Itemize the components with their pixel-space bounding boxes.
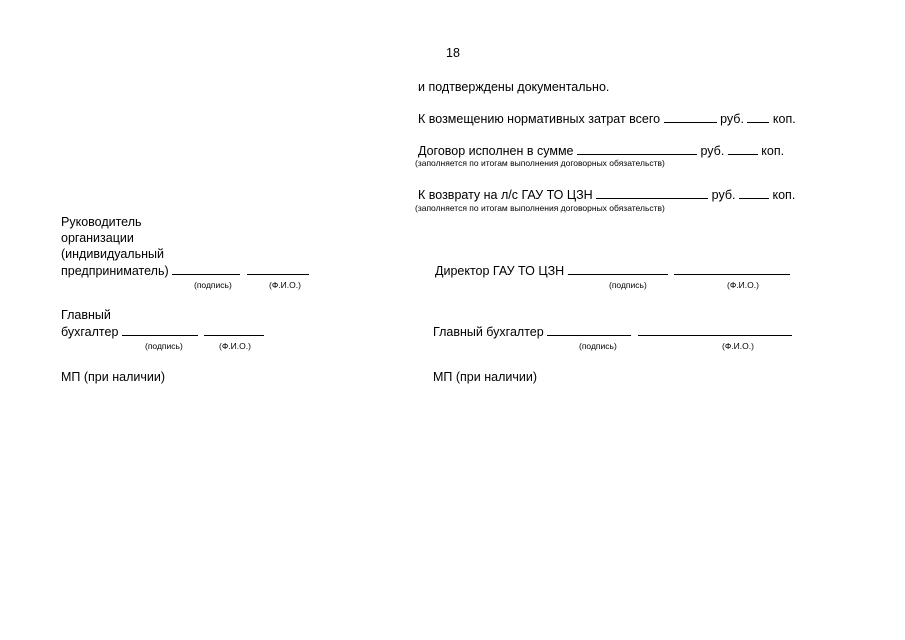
contract-fulfilled-label: Договор исполнен в сумме (418, 144, 574, 158)
director-name-field[interactable] (674, 263, 790, 275)
head-sign-hint: (подпись) (194, 280, 232, 290)
reimbursement-kop: коп. (772, 112, 796, 126)
left-accountant-name-hint: (Ф.И.О.) (219, 341, 251, 351)
head-signature-field[interactable] (172, 263, 240, 275)
left-accountant-label-line-1: Главный (61, 308, 111, 322)
reimbursement-rub-field[interactable] (664, 111, 717, 123)
right-accountant-signature-field[interactable] (547, 324, 631, 336)
contract-fulfilled-rub-field[interactable] (577, 143, 697, 155)
right-accountant-name-hint: (Ф.И.О.) (722, 341, 754, 351)
page-number: 18 (446, 46, 460, 60)
left-stamp: МП (при наличии) (61, 370, 165, 384)
refund-kop: коп. (772, 188, 796, 202)
head-label-line-2: организации (61, 231, 134, 245)
head-label-line-4: предприниматель) (61, 264, 169, 278)
left-accountant-signature-field[interactable] (122, 324, 198, 336)
contract-fulfilled-note: (заполняется по итогам выполнения договорных обязательств) (415, 158, 665, 168)
refund-label: К возврату на л/с ГАУ ТО ЦЗН (418, 188, 593, 202)
reimbursement-label: К возмещению нормативных затрат всего (418, 112, 661, 126)
director-row (435, 263, 790, 279)
contract-fulfilled-row (418, 143, 784, 159)
director-sign-hint: (подпись) (609, 280, 647, 290)
head-label-line-3: (индивидуальный (61, 247, 164, 261)
head-label-line-1: Руководитель (61, 215, 142, 229)
refund-row (418, 187, 795, 203)
right-accountant-label: Главный бухгалтер (433, 325, 544, 339)
reimbursement-row (418, 111, 796, 127)
reimbursement-rub: руб. (720, 112, 744, 126)
contract-fulfilled-kop-field[interactable] (728, 143, 758, 155)
director-name-hint: (Ф.И.О.) (727, 280, 759, 290)
right-accountant-sign-hint: (подпись) (579, 341, 617, 351)
head-name-field[interactable] (247, 263, 309, 275)
left-accountant-name-field[interactable] (204, 324, 264, 336)
left-accountant-sign-hint: (подпись) (145, 341, 183, 351)
left-accountant-row (61, 324, 264, 340)
refund-rub: руб. (711, 188, 736, 202)
director-signature-field[interactable] (568, 263, 668, 275)
right-stamp: МП (при наличии) (433, 370, 537, 384)
contract-fulfilled-rub: руб. (700, 144, 725, 158)
confirmed-text: и подтверждены документально. (418, 80, 610, 94)
contract-fulfilled-kop: коп. (761, 144, 785, 158)
refund-note: (заполняется по итогам выполнения договорных обязательств) (415, 203, 665, 213)
right-accountant-row (433, 324, 792, 340)
director-label: Директор ГАУ ТО ЦЗН (435, 264, 565, 278)
reimbursement-kop-field[interactable] (747, 111, 769, 123)
head-name-hint: (Ф.И.О.) (269, 280, 301, 290)
refund-rub-field[interactable] (596, 187, 708, 199)
right-accountant-name-field[interactable] (638, 324, 792, 336)
refund-kop-field[interactable] (739, 187, 769, 199)
left-accountant-label-line-2: бухгалтер (61, 325, 119, 339)
head-signature-row (61, 263, 309, 279)
